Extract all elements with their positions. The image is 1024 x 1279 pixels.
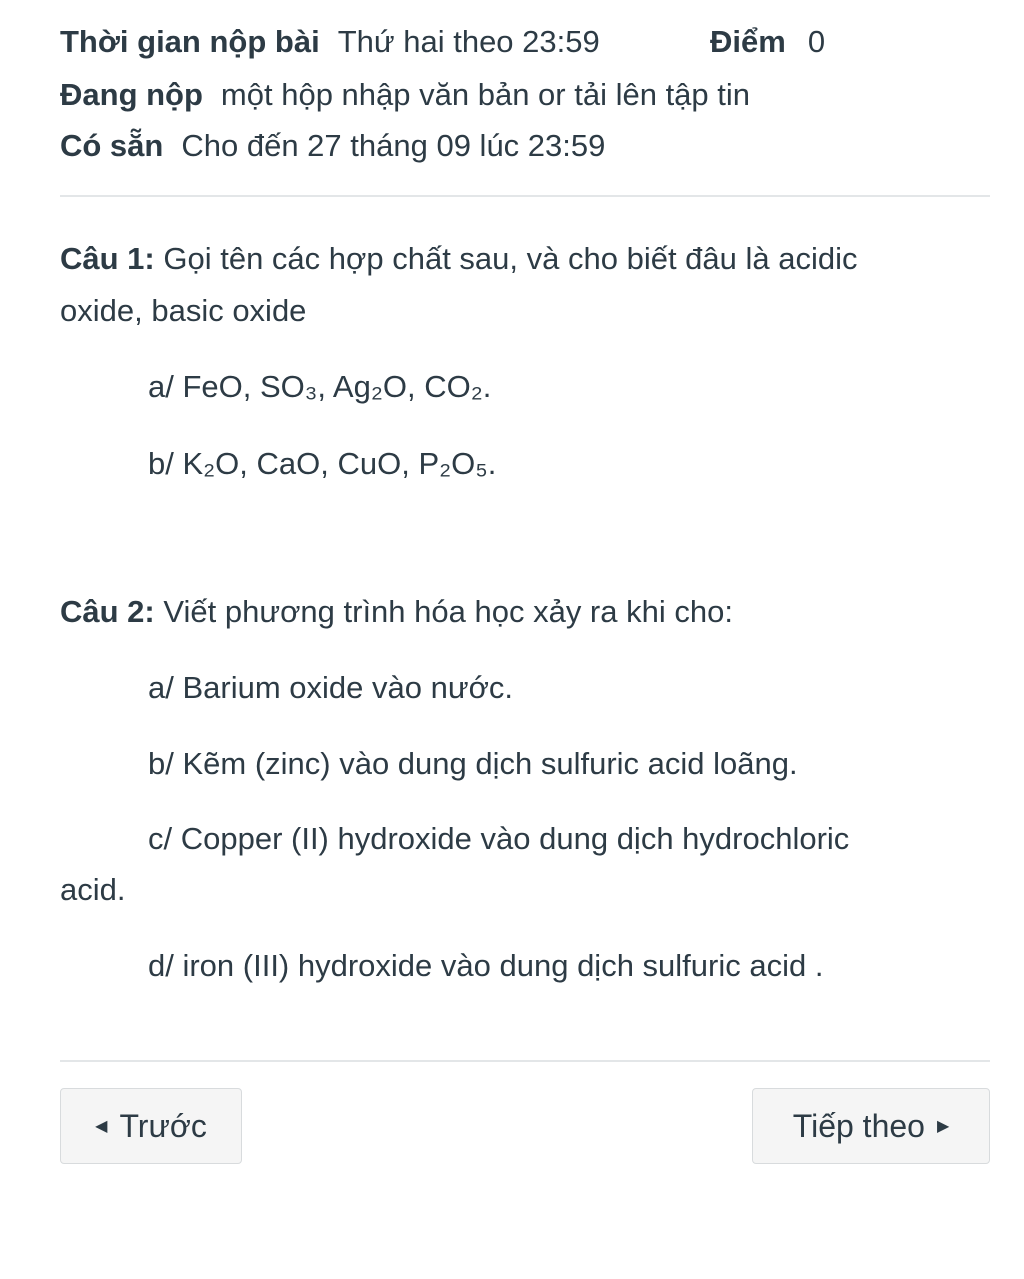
- points-label: Điểm: [710, 24, 786, 59]
- due-date-value: Thứ hai theo 23:59: [337, 24, 600, 59]
- question-2-text: Viết phương trình hóa học xảy ra khi cho:: [163, 594, 733, 629]
- question-2-item-c-continued: acid.: [60, 872, 126, 907]
- question-2-item-a: a/ Barium oxide vào nước.: [148, 670, 514, 705]
- question-1-item-b-prefix: b/: [148, 446, 183, 481]
- question-2-label: Câu 2:: [60, 594, 155, 629]
- submitting-value: một hộp nhập văn bản or tải lên tập tin: [220, 77, 751, 112]
- footer-divider: [60, 1060, 990, 1062]
- question-1-item-a-prefix: a/: [148, 369, 183, 404]
- question-1: [60, 233, 940, 337]
- header-divider: [60, 195, 990, 197]
- question-1-item-b: [148, 438, 496, 490]
- next-button[interactable]: [752, 1088, 990, 1164]
- question-1-item-b-formula: K₂O, CaO, CuO, P₂O₅.: [182, 446, 497, 481]
- question-1-text: Gọi tên các hợp chất sau, và cho biết đâu là acidic oxide, basic oxide: [60, 241, 858, 328]
- question-2-item-b: b/ Kẽm (zinc) vào dung dịch sulfuric acid loãng.: [148, 746, 798, 781]
- submitting-row: [60, 75, 750, 115]
- next-button-label: Tiếp theo: [792, 1107, 925, 1144]
- previous-button-label: Trước: [119, 1107, 207, 1144]
- question-2: [60, 586, 940, 638]
- submitting-label: Đang nộp: [60, 77, 203, 112]
- available-row: [60, 126, 605, 166]
- points-row: [710, 22, 825, 62]
- points-value: 0: [807, 24, 826, 59]
- question-1-label: Câu 1:: [60, 241, 155, 276]
- available-label: Có sẵn: [60, 128, 164, 163]
- question-1-item-a-formula: FeO, SO₃, Ag₂O, CO₂.: [182, 369, 492, 404]
- previous-button[interactable]: [60, 1088, 242, 1164]
- question-2-item-c: c/ Copper (II) hydroxide vào dung dịch hydrochloric: [148, 821, 850, 856]
- question-2-item-d: d/ iron (III) hydroxide vào dung dịch sulfuric acid .: [148, 948, 824, 983]
- due-date-label: Thời gian nộp bài: [60, 24, 320, 59]
- triangle-left-icon: ◀: [95, 1118, 108, 1135]
- due-date-row: [60, 22, 600, 62]
- available-value: Cho đến 27 tháng 09 lúc 23:59: [181, 128, 606, 163]
- triangle-right-icon: ▶: [936, 1118, 950, 1135]
- question-1-item-a: [148, 361, 491, 413]
